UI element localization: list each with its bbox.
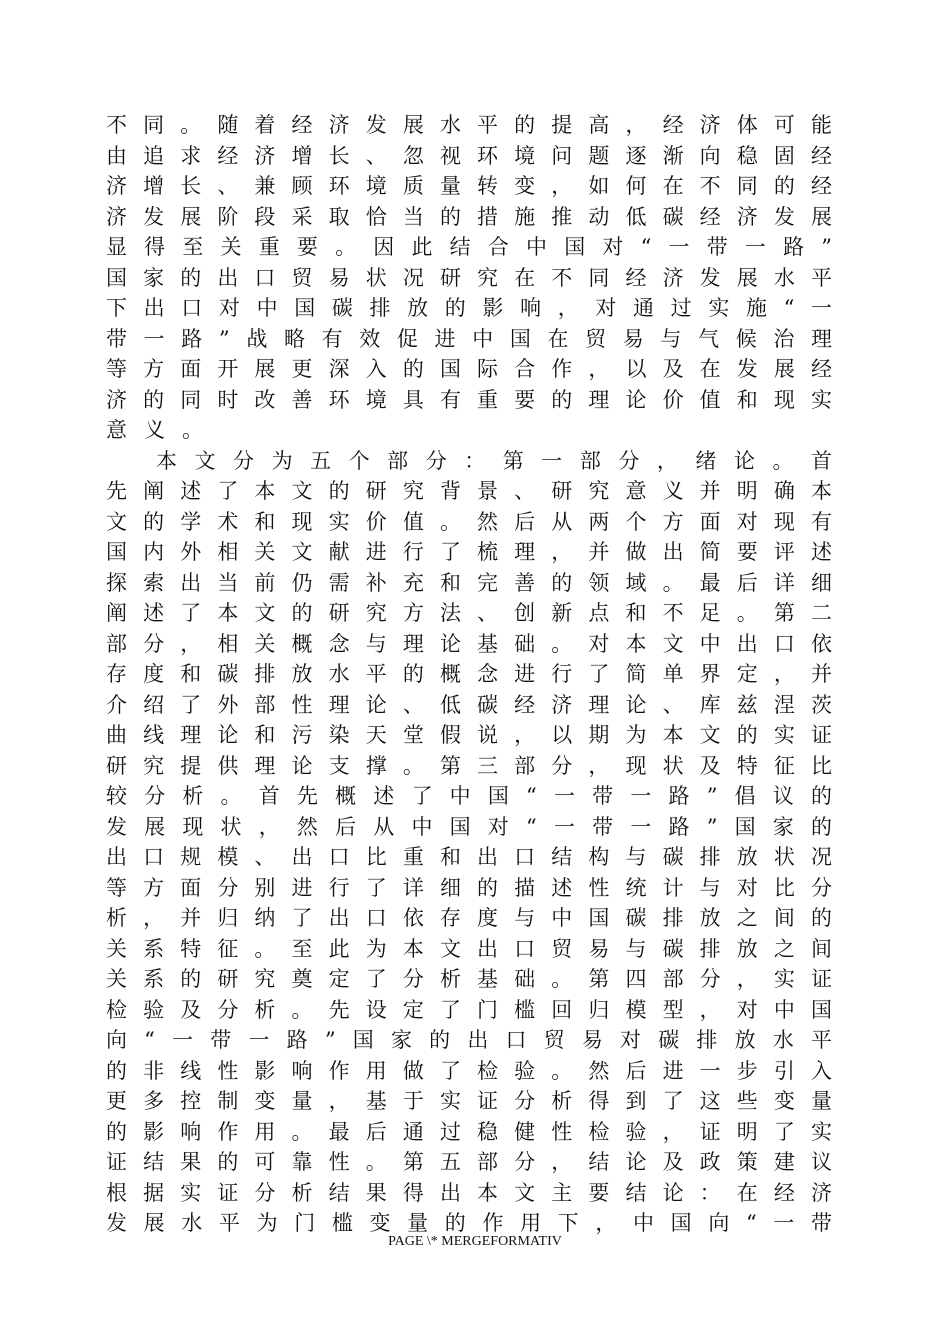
text-line: 的影响作用。最后通过稳健性检验，证明了实 [106,1119,832,1144]
text-line: 部分，相关概念与理论基础。对本文中出口依 [106,631,832,656]
page-footer-field-code: PAGE \* MERGEFORMATIV [388,1234,562,1249]
text-line: 析，并归纳了出口依存度与中国碳排放之间的 [106,906,832,930]
text-line: 由追求经济增长、忽视环境问题逐渐向稳固经 [106,143,832,168]
text-line: 显得至关重要。因此结合中国对“一带一路” [106,235,832,259]
text-line: 等方面开展更深入的国际合作，以及在发展经 [106,357,832,381]
text-line: 阐述了本文的研究方法、创新点和不足。第二 [106,601,832,625]
text-line: 下出口对中国碳排放的影响，对通过实施“一 [106,296,832,320]
text-line: 关系特征。至此为本文出口贸易与碳排放之间 [106,936,832,961]
body-text [106,110,832,1239]
text-line: 根据实证分析结果得出本文主要结论：在经济 [106,1180,832,1205]
text-line: 发展现状，然后从中国对“一带一路”国家的 [106,814,832,839]
text-line: 出口规模、出口比重和出口结构与碳排放状况 [106,845,832,869]
text-line: 向“一带一路”国家的出口贸易对碳排放水平 [106,1028,832,1052]
text-line: 济增长、兼顾环境质量转变，如何在不同的经 [106,174,832,198]
text-line: 存度和碳排放水平的概念进行了简单界定，并 [106,662,832,686]
text-line: 意义。 [106,418,220,442]
text-line: 探索出当前仍需补充和完善的领域。最后详细 [106,570,832,595]
text-line: 曲线理论和污染天堂假说，以期为本文的实证 [106,723,832,747]
text-line: 证结果的可靠性。第五部分，结论及政策建议 [106,1150,832,1174]
text-line: 较分析。首先概述了中国“一带一路”倡议的 [106,784,832,808]
text-line: 研究提供理论支撑。第三部分，现状及特征比 [106,753,832,778]
text-line: 发展水平为门槛变量的作用下，中国向“一带 [106,1211,832,1235]
text-line: 关系的研究奠定了分析基础。第四部分，实证 [106,967,832,991]
text-line: 介绍了外部性理论、低碳经济理论、库兹涅茨 [106,692,832,717]
text-line: 更多控制变量，基于实证分析得到了这些变量 [106,1089,832,1113]
text-line: 济的同时改善环境具有重要的理论价值和现实 [106,387,832,412]
text-line: 带一路”战略有效促进中国在贸易与气候治理 [106,326,832,351]
text-line: 等方面分别进行了详细的描述性统计与对比分 [106,875,832,900]
text-line: 检验及分析。先设定了门槛回归模型，对中国 [106,997,832,1022]
text-line: 国内外相关文献进行了梳理，并做出简要评述 [106,540,832,564]
text-line: 先阐述了本文的研究背景、研究意义并明确本 [106,479,832,503]
text-line: 不同。随着经济发展水平的提高，经济体可能 [106,113,832,137]
text-line: 本文分为五个部分：第一部分，绪论。首 [156,448,832,473]
text-line: 国家的出口贸易状况研究在不同经济发展水平 [106,265,832,290]
text-line: 文的学术和现实价值。然后从两个方面对现有 [106,509,832,534]
text-line: 济发展阶段采取恰当的措施推动低碳经济发展 [106,204,832,229]
text-line: 的非线性影响作用做了检验。然后进一步引入 [106,1058,832,1083]
